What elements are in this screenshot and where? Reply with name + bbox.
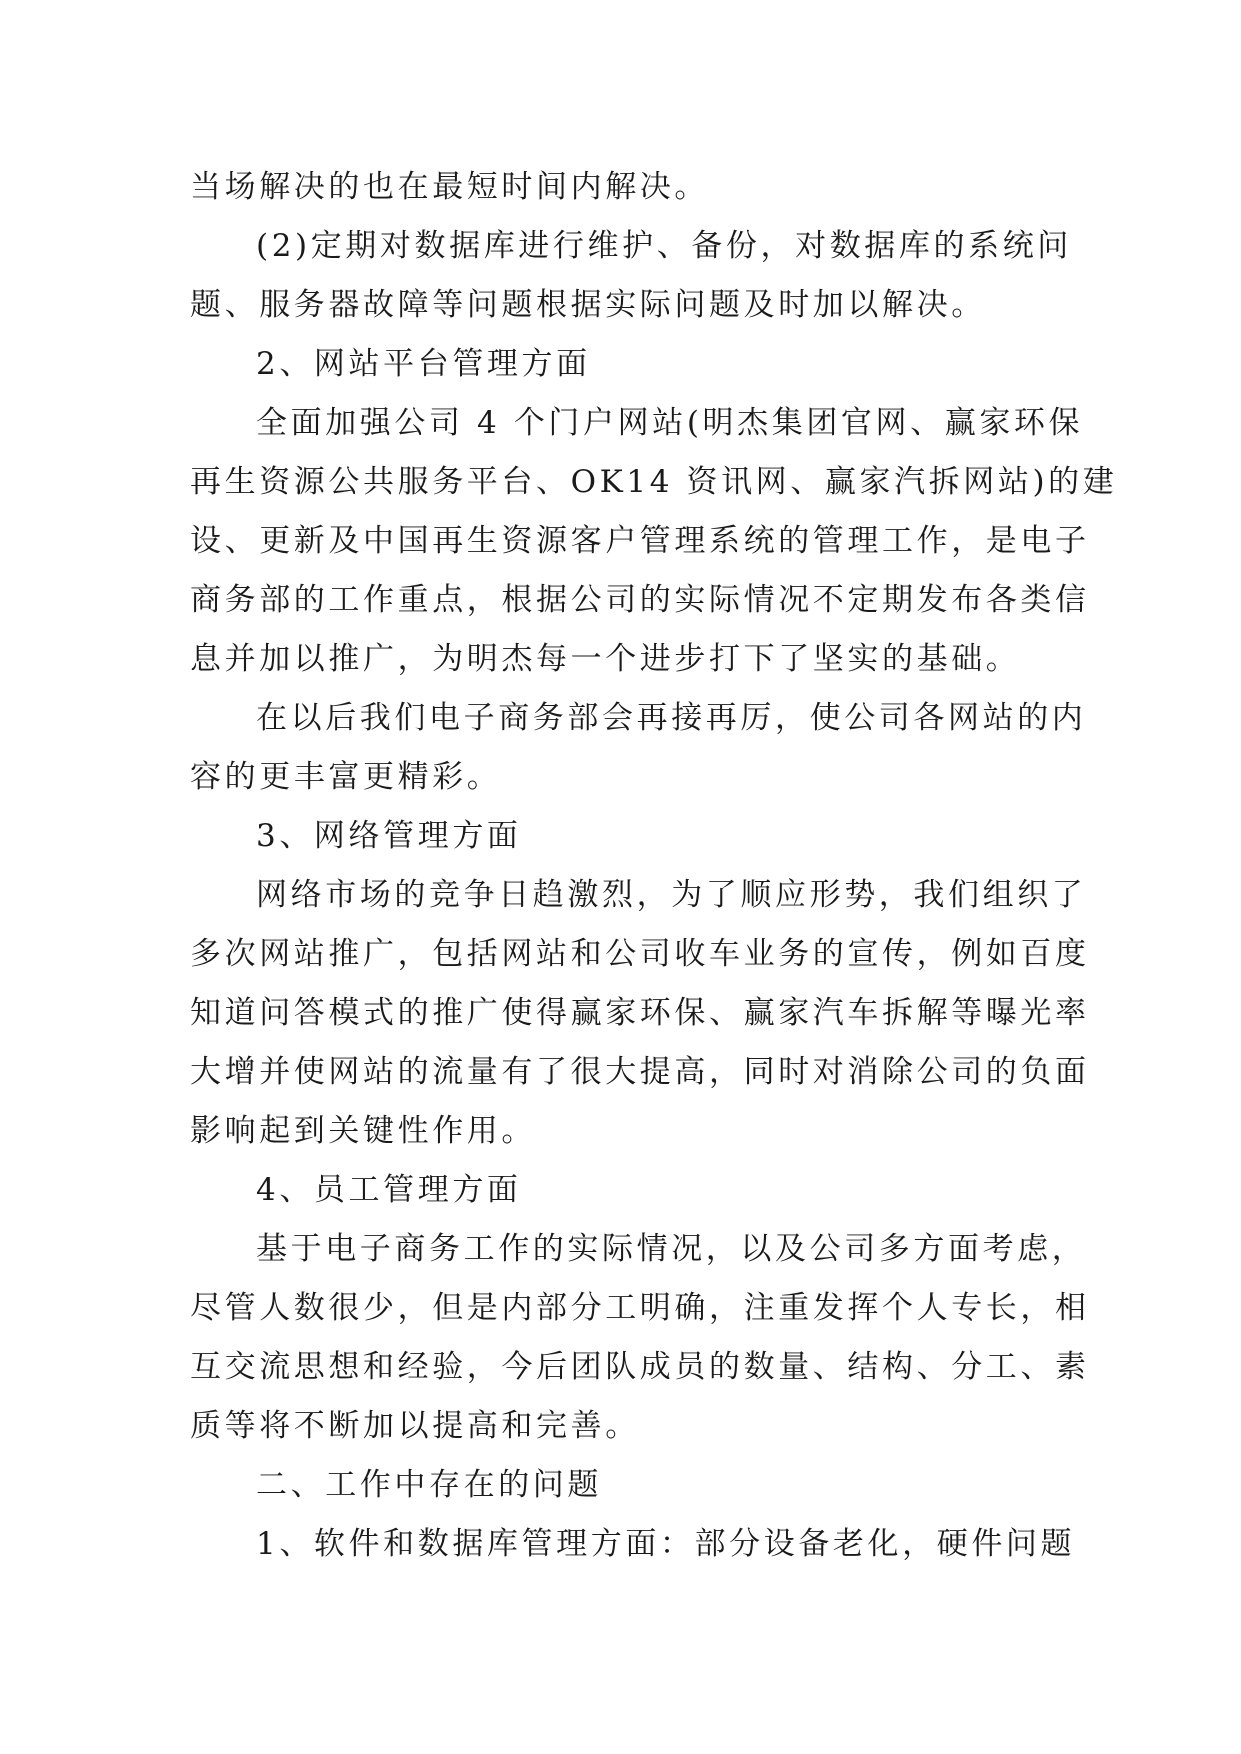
text-line-19: 基于电子商务工作的实际情况，以及公司多方面考虑， (256, 1231, 1087, 1267)
document-page (190, 158, 1118, 1574)
text-line-20: 尽管人数很少，但是内部分工明确，注重发挥个人专长，相 (190, 1290, 1090, 1326)
text-line-1: 当场解决的也在最短时间内解决。 (190, 169, 709, 205)
section-heading-problems: 二、工作中存在的问题 (256, 1467, 602, 1503)
text-line-6: 再生资源公共服务平台、OK14 资讯网、赢家汽拆网站)的建 (190, 464, 1118, 500)
text-line-11: 容的更丰富更精彩。 (190, 759, 502, 795)
text-line-8: 商务部的工作重点，根据公司的实际情况不定期发布各类信 (190, 582, 1090, 618)
text-line-17: 影响起到关键性作用。 (190, 1113, 536, 1149)
text-line-14: 多次网站推广，包括网站和公司收车业务的宣传，例如百度 (190, 936, 1090, 972)
text-line-13: 网络市场的竞争日趋激烈，为了顺应形势，我们组织了 (256, 877, 1087, 913)
text-line-24: 1、软件和数据库管理方面：部分设备老化，硬件问题 (256, 1526, 1076, 1562)
text-line-5: 全面加强公司 4 个门户网站(明杰集团官网、赢家环保 (256, 405, 1084, 441)
section-heading-website-platform: 2、网站平台管理方面 (256, 346, 591, 382)
text-line-3: 题、服务器故障等问题根据实际问题及时加以解决。 (190, 287, 986, 323)
text-line-2: (2)定期对数据库进行维护、备份，对数据库的系统问 (256, 228, 1072, 264)
text-line-15: 知道问答模式的推广使得赢家环保、赢家汽车拆解等曝光率 (190, 995, 1090, 1031)
text-line-10: 在以后我们电子商务部会再接再厉，使公司各网站的内 (256, 700, 1087, 736)
text-line-7: 设、更新及中国再生资源客户管理系统的管理工作，是电子 (190, 523, 1090, 559)
text-line-16: 大增并使网站的流量有了很大提高，同时对消除公司的负面 (190, 1054, 1090, 1090)
text-line-22: 质等将不断加以提高和完善。 (190, 1408, 640, 1444)
text-line-21: 互交流思想和经验，今后团队成员的数量、结构、分工、素 (190, 1349, 1090, 1385)
section-heading-staff: 4、员工管理方面 (256, 1172, 522, 1208)
text-line-9: 息并加以推广，为明杰每一个进步打下了坚实的基础。 (190, 641, 1021, 677)
section-heading-network: 3、网络管理方面 (256, 818, 522, 854)
